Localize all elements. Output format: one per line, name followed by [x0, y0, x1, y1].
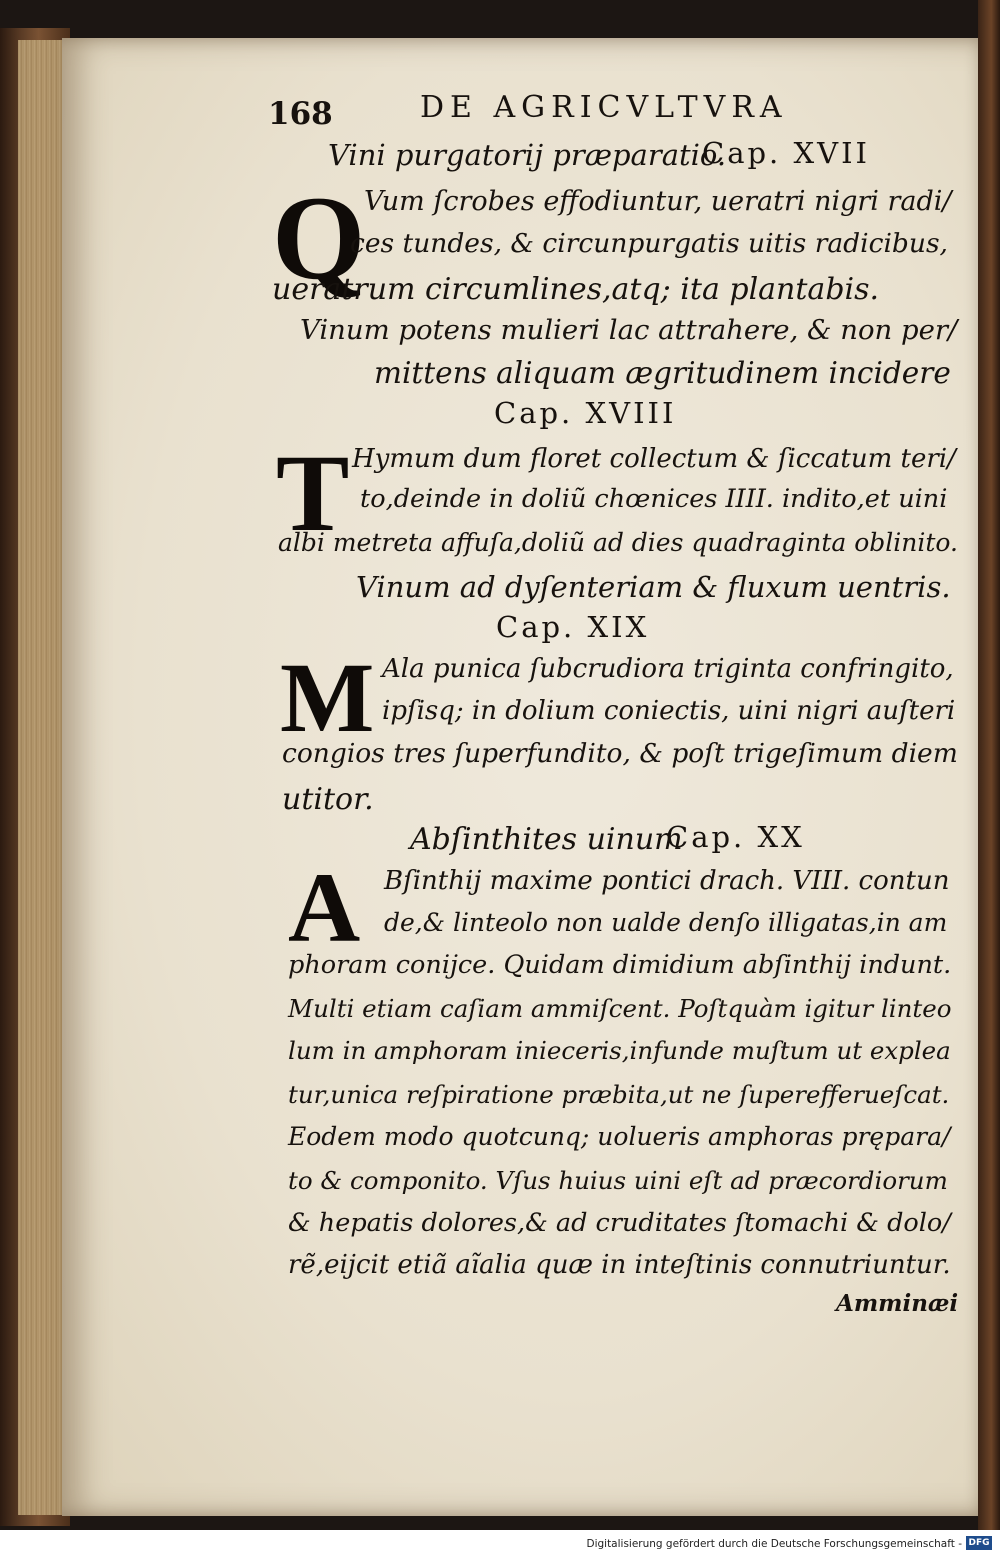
chapter-label: Cap. XVIII	[494, 396, 677, 430]
text-line: de,& linteolo non ualde denſo illigatas,in am	[384, 908, 948, 937]
catchword: Amminæi	[836, 1290, 959, 1317]
chapter-label: Cap. XX	[666, 820, 805, 854]
footer-credit: Digitalisierung gefördert durch die Deutsche Forschungsgemeinschaft -	[586, 1538, 962, 1550]
text-line: tur,unica reſpiratione præbita,ut ne ſuperefferueſcat.	[288, 1080, 950, 1109]
text-line: rẽ,eijcit etiã aĩalia quæ in inteſtinis connutriuntur.	[288, 1250, 951, 1280]
text-line: Multi etiam caſiam ammiſcent. Poſtquàm igitur linteo	[288, 994, 952, 1023]
text-line: ueratrum circumlines,atq; ita plantabis.	[272, 272, 880, 307]
initial-letter: M	[280, 642, 375, 753]
text-line: lum in amphoram inieceris,infunde muſtum ut explea	[288, 1036, 951, 1065]
chapter-label: Cap. XVII	[702, 136, 870, 170]
section-heading: Abſinthites uinum	[410, 822, 683, 857]
initial-letter: T	[276, 432, 350, 554]
section-heading: Vinum ad dyſenteriam & fluxum uentris.	[356, 570, 951, 604]
dfg-logo: DFG	[966, 1536, 992, 1550]
text-line: Bſinthij maxime pontici drach. VIII. contun	[384, 866, 950, 896]
text-line: albi metreta affuſa,doliũ ad dies quadraginta oblinito.	[278, 528, 958, 557]
running-title: DE AGRICVLTVRA	[420, 90, 788, 125]
page-number: 168	[268, 96, 333, 132]
text-line: Ala punica ſubcrudiora triginta confringito,	[382, 654, 954, 684]
text-line: to,deinde in doliũ chœnices IIII. indito,et uini	[360, 484, 948, 514]
text-line: Hymum dum floret collectum & ſiccatum teri/	[352, 444, 956, 474]
chapter-label: Cap. XIX	[496, 610, 650, 644]
text-line: Vum ſcrobes effodiuntur, ueratri nigri radi/	[364, 186, 952, 217]
text-line: phoram conijce. Quidam dimidium abſinthij indunt.	[288, 950, 952, 980]
text-line: congios tres ſuperfundito, & poſt trigeſimum diem	[282, 738, 958, 769]
text-line: Eodem modo quotcunq; uolueris amphoras prępara/	[288, 1122, 951, 1151]
initial-letter: A	[288, 852, 361, 963]
text-line: to & componito. Vſus huius uini eſt ad præcordiorum	[288, 1166, 948, 1195]
section-heading: mittens aliquam ægritudinem incidere	[374, 356, 951, 390]
text-line: utitor.	[282, 782, 374, 817]
text-line: ipſisq; in dolium coniectis, uini nigri auſteri	[382, 696, 956, 726]
text-line: ces tundes, & circunpurgatis uitis radicibus,	[350, 228, 948, 259]
section-heading: Vini purgatorij præparatio.	[328, 138, 727, 172]
initial-letter: Q	[272, 171, 366, 304]
text-line: & hepatis dolores,& ad cruditates ſtomachi & dolo/	[288, 1208, 951, 1238]
section-heading: Vinum potens mulieri lac attrahere, & non per/	[300, 314, 958, 346]
